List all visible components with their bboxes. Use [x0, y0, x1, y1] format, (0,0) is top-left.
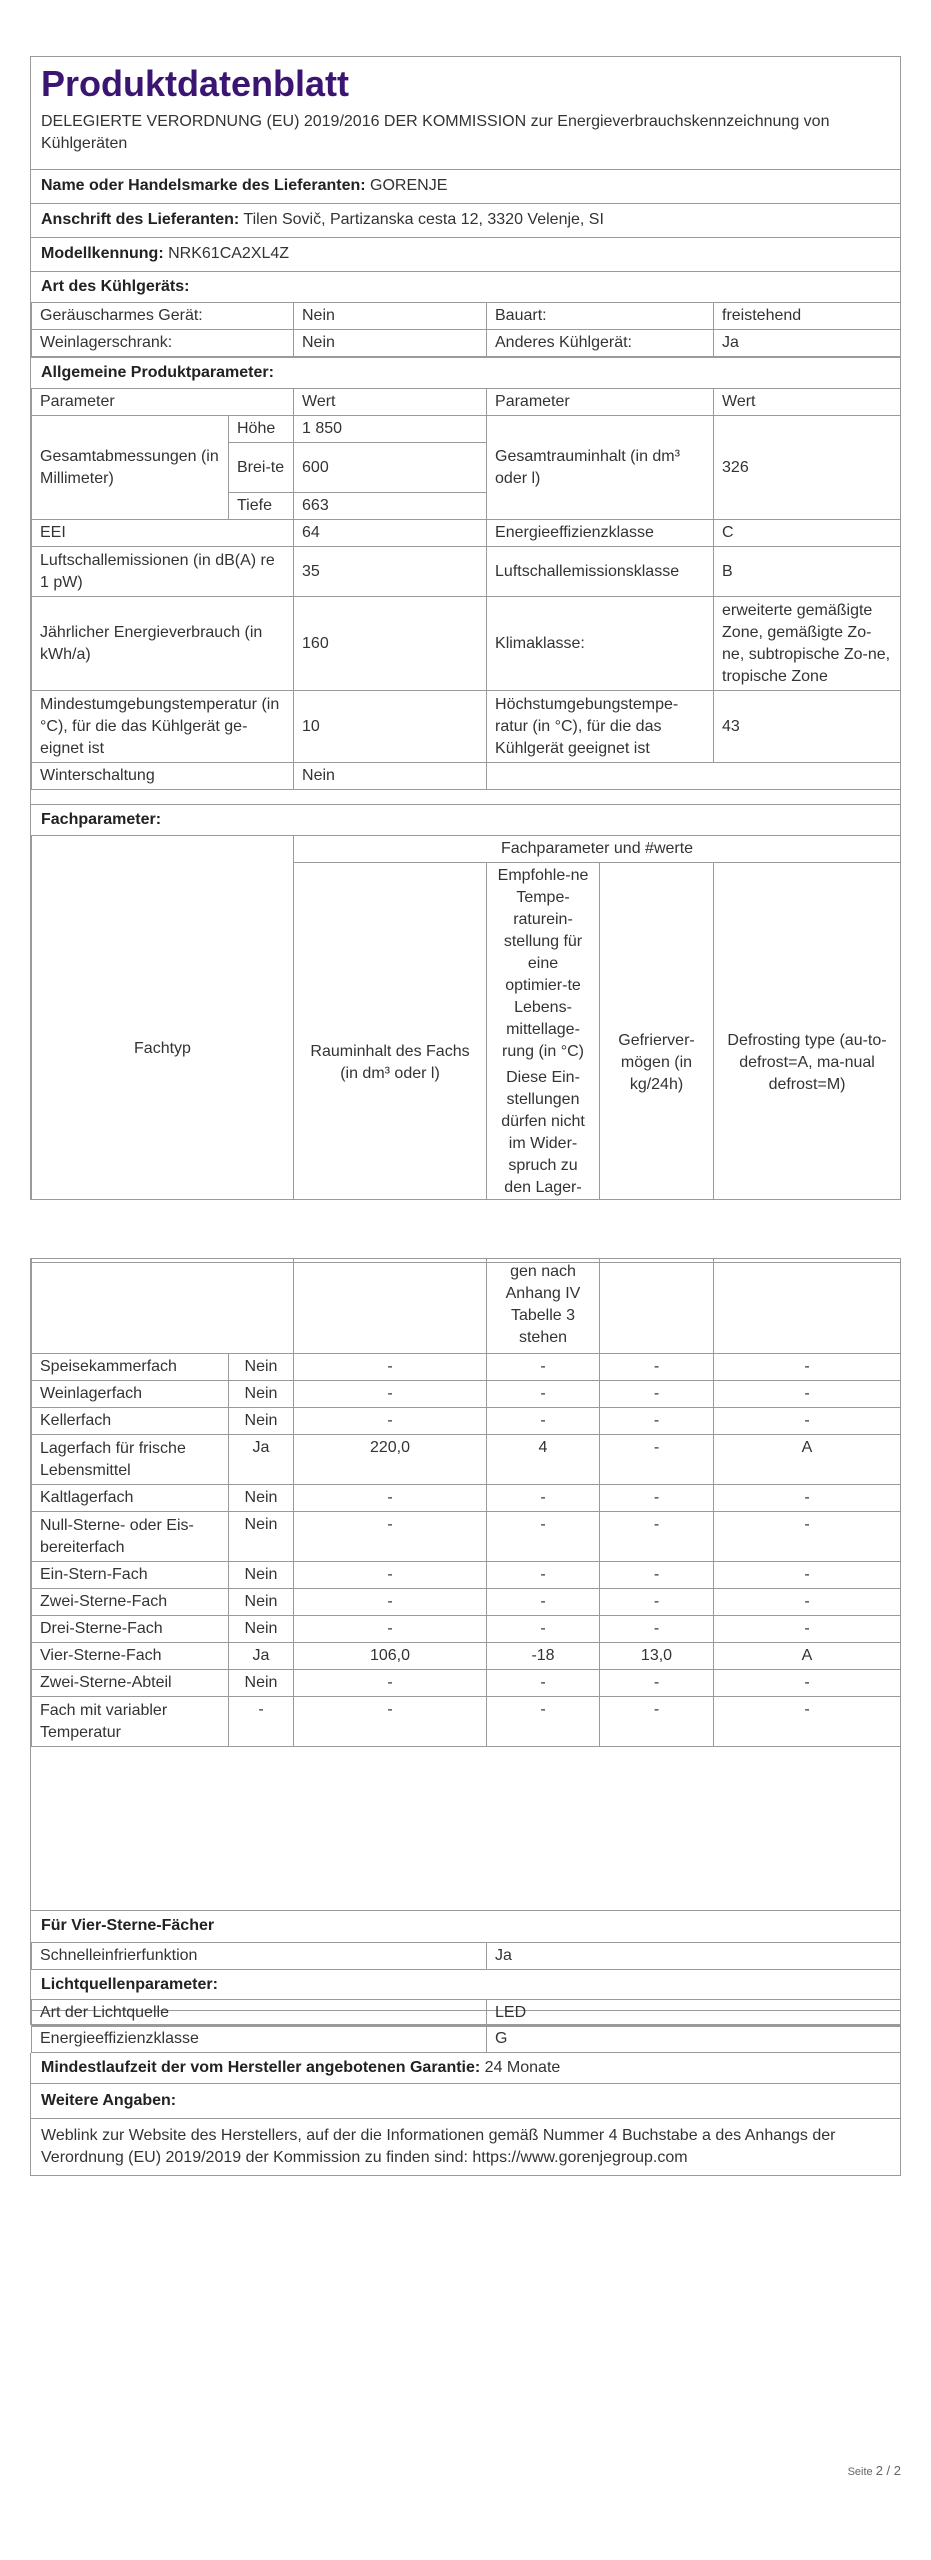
noise-class-value: B: [714, 547, 901, 597]
supplier-address-value: Tilen Sovič, Partizanska cesta 12, 3320 Velenje, SI: [243, 211, 604, 228]
height-value: 1 850: [294, 416, 487, 443]
page-break-gap: [0, 1200, 931, 1258]
fast-freeze-label: Schnelleinfrierfunktion: [32, 1943, 487, 1970]
compartment-volume: -: [294, 1670, 487, 1697]
supplier-name-value: GORENJE: [370, 177, 448, 194]
supplier-name-row: [31, 169, 900, 202]
compartment-defrost: -: [714, 1670, 901, 1697]
climate-class-label: Klimaklasse:: [487, 597, 714, 691]
compartments-header-table: [31, 835, 901, 1263]
col-value-header: Wert: [294, 389, 487, 416]
appliance-type-table: [31, 302, 901, 357]
table-row: [32, 1259, 901, 1354]
regulation-subtitle: DELEGIERTE VERORDNUNG (EU) 2019/2016 DER KOMMISSION zur Energieverbrauchskennzeichnung von Kühlgeräten: [41, 113, 830, 152]
compartment-present: Ja: [229, 1643, 294, 1670]
compartment-present: Nein: [229, 1485, 294, 1512]
table-row: [32, 597, 901, 691]
supplier-name-label: Name oder Handelsmarke des Lieferanten:: [41, 177, 366, 194]
compartment-volume: -: [294, 1616, 487, 1643]
general-parameters-heading: Allgemeine Produktparameter:: [31, 357, 900, 388]
warranty-row: [30, 2053, 901, 2084]
compartment-present: Nein: [229, 1381, 294, 1408]
table-row: [32, 1512, 901, 1562]
compartment-name: Zwei-Sterne-Abteil: [32, 1670, 229, 1697]
eei-value: 64: [294, 520, 487, 547]
compartment-temp: -: [487, 1562, 600, 1589]
compartment-volume: -: [294, 1408, 487, 1435]
defrost-header: Defrosting type (au-to-defrost=A, ma-nual defrost=M): [714, 863, 901, 1263]
compartment-defrost: -: [714, 1616, 901, 1643]
table-row: [32, 416, 901, 443]
table-row: [32, 1670, 901, 1697]
table-row: [32, 1408, 901, 1435]
table-row: [32, 547, 901, 597]
compartment-name: Vier-Sterne-Fach: [32, 1643, 229, 1670]
other-appliance-value: Ja: [714, 330, 901, 357]
compartment-freeze: -: [600, 1697, 714, 1747]
light-class-table: [31, 2025, 901, 2053]
compartment-name: Weinlagerfach: [32, 1381, 229, 1408]
design-value: freistehend: [714, 303, 901, 330]
compartment-name: Null-Sterne- oder Eis-bereiterfach: [32, 1512, 229, 1562]
compartment-volume: -: [294, 1512, 487, 1562]
table-row: [32, 1485, 901, 1512]
compartment-type-header: Fachtyp: [32, 836, 294, 1263]
table-row: [32, 389, 901, 416]
compartment-freeze: -: [600, 1562, 714, 1589]
compartment-present: Nein: [229, 1512, 294, 1562]
table-row: [32, 2000, 901, 2027]
compartment-freeze: -: [600, 1589, 714, 1616]
compartment-defrost: -: [714, 1381, 901, 1408]
compartment-present: -: [229, 1697, 294, 1747]
compartment-present: Ja: [229, 1435, 294, 1485]
empty-cell: [294, 1259, 487, 1354]
parameters-group-header: Fachparameter und #werte: [294, 836, 901, 863]
wine-cabinet-label: Weinlagerschrank:: [32, 330, 294, 357]
compartment-freeze: -: [600, 1381, 714, 1408]
compartment-temp: -: [487, 1408, 600, 1435]
depth-value: 663: [294, 493, 487, 520]
compartment-volume: -: [294, 1589, 487, 1616]
further-info: [30, 2119, 901, 2176]
temp-header-continued: gen nach Anhang IV Tabelle 3 stehen: [487, 1259, 600, 1354]
noise-label: Luftschallemissionen (in dB(A) re 1 pW): [32, 547, 294, 597]
col-param-header-2: Parameter: [487, 389, 714, 416]
table-row: [32, 1616, 901, 1643]
light-table: [31, 1999, 901, 2027]
table-row: [32, 1943, 901, 1970]
compartment-name: Fach mit variabler Temperatur: [32, 1697, 229, 1747]
compartment-temp: -: [487, 1616, 600, 1643]
table-row: [32, 330, 901, 357]
compartments-heading: Fachparameter:: [31, 804, 900, 835]
four-star-table: [31, 1942, 901, 1970]
table-row: [32, 836, 901, 863]
compartment-name: Speisekammerfach: [32, 1354, 229, 1381]
volume-header: Rauminhalt des Fachs (in dm³ oder l): [294, 863, 487, 1263]
compartment-temp: -: [487, 1697, 600, 1747]
noise-value: 35: [294, 547, 487, 597]
table-row: [32, 1381, 901, 1408]
dimensions-label: Gesamtabmessungen (in Millimeter): [32, 416, 229, 520]
table-row: [32, 763, 901, 790]
max-temp-value: 43: [714, 691, 901, 763]
compartment-defrost: -: [714, 1354, 901, 1381]
compartment-volume: -: [294, 1562, 487, 1589]
compartment-volume: -: [294, 1485, 487, 1512]
compartment-freeze: -: [600, 1354, 714, 1381]
datasheet-frame-top: [30, 56, 901, 1200]
low-noise-label: Geräuscharmes Gerät:: [32, 303, 294, 330]
table-row: [32, 303, 901, 330]
table-row: [32, 691, 901, 763]
empty-cell: [714, 1259, 901, 1354]
compartment-temp: -: [487, 1512, 600, 1562]
climate-class-value: erweiterte gemäßigte Zone, gemäßigte Zo-ne, subtropische Zo-ne, tropische Zone: [714, 597, 901, 691]
energy-class-label: Energieeffizienzklasse: [487, 520, 714, 547]
depth-label: Tiefe: [229, 493, 294, 520]
compartment-name: Ein-Stern-Fach: [32, 1562, 229, 1589]
compartment-temp: -18: [487, 1643, 600, 1670]
compartment-volume: -: [294, 1697, 487, 1747]
compartment-present: Nein: [229, 1354, 294, 1381]
compartment-defrost: A: [714, 1435, 901, 1485]
general-parameters-table: [31, 388, 901, 790]
freeze-header: Gefrierver-mögen (in kg/24h): [600, 863, 714, 1263]
compartment-name: Zwei-Sterne-Fach: [32, 1589, 229, 1616]
wine-cabinet-value: Nein: [294, 330, 487, 357]
annual-energy-label: Jährlicher Energieverbrauch (in kWh/a): [32, 597, 294, 691]
manufacturer-link[interactable]: https://www.gorenjegroup.com: [472, 2149, 688, 2166]
annual-energy-value: 160: [294, 597, 487, 691]
datasheet-frame-bottom: [30, 1258, 901, 2021]
compartment-defrost: -: [714, 1589, 901, 1616]
appliance-type-heading: Art des Kühlgeräts:: [31, 271, 900, 302]
winter-value: Nein: [294, 763, 487, 790]
compartment-freeze: -: [600, 1408, 714, 1435]
compartment-name: Drei-Sterne-Fach: [32, 1616, 229, 1643]
compartment-freeze: -: [600, 1616, 714, 1643]
width-value: 600: [294, 443, 487, 493]
height-label: Höhe: [229, 416, 294, 443]
page-value: 2 / 2: [875, 2463, 901, 2478]
table-row: [32, 1697, 901, 1747]
compartment-present: Nein: [229, 1562, 294, 1589]
model-value: NRK61CA2XL4Z: [168, 245, 290, 262]
compartment-defrost: -: [714, 1697, 901, 1747]
compartment-volume: 106,0: [294, 1643, 487, 1670]
light-type-label: Art der Lichtquelle: [32, 2000, 487, 2027]
winter-label: Winterschaltung: [32, 763, 294, 790]
compartment-name: Kaltlagerfach: [32, 1485, 229, 1512]
compartment-temp: -: [487, 1589, 600, 1616]
temp-header-b: Diese Ein-stellungen dürfen nicht im Wider-spruch zu den Lager-: [501, 1069, 585, 1196]
compartment-present: Nein: [229, 1670, 294, 1697]
compartment-freeze: 13,0: [600, 1643, 714, 1670]
table-row: [32, 2026, 901, 2053]
fast-freeze-value: Ja: [487, 1943, 901, 1970]
table-row: [32, 1354, 901, 1381]
energy-class-value: C: [714, 520, 901, 547]
compartment-name: Kellerfach: [32, 1408, 229, 1435]
compartment-volume: -: [294, 1381, 487, 1408]
empty-cell: [600, 1259, 714, 1354]
compartment-present: Nein: [229, 1616, 294, 1643]
temp-header-a: Empfohle-ne Tempe-raturein-stellung für eine optimier-te Lebens-mittellage-rung (in °C): [497, 867, 589, 1060]
page-prefix: Seite: [847, 2466, 873, 2478]
compartment-temp: 4: [487, 1435, 600, 1485]
compartment-temp: -: [487, 1485, 600, 1512]
other-appliance-label: Anderes Kühlgerät:: [487, 330, 714, 357]
light-type-value: LED: [487, 2000, 901, 2027]
compartment-defrost: -: [714, 1408, 901, 1435]
compartment-defrost: -: [714, 1512, 901, 1562]
empty-cell: [32, 1259, 294, 1354]
total-volume-value: 326: [714, 416, 901, 520]
light-class-label: Energieeffizienzklasse: [32, 2026, 487, 2053]
four-star-heading: Für Vier-Sterne-Fächer: [31, 1910, 900, 1941]
compartment-defrost: A: [714, 1643, 901, 1670]
warranty-label: Mindestlaufzeit der vom Hersteller angebotenen Garantie:: [41, 2059, 481, 2076]
compartments-table: [31, 1258, 901, 1747]
compartment-temp: -: [487, 1354, 600, 1381]
eei-label: EEI: [32, 520, 294, 547]
page-number: [848, 2463, 901, 2478]
table-row: [32, 1562, 901, 1589]
table-row: [32, 1643, 901, 1670]
light-class-value: G: [487, 2026, 901, 2053]
compartment-volume: -: [294, 1354, 487, 1381]
supplier-address-row: [31, 203, 900, 236]
further-heading: Weitere Angaben:: [30, 2084, 901, 2119]
total-volume-label: Gesamtrauminhalt (in dm³ oder l): [487, 416, 714, 520]
warranty-value: 24 Monate: [484, 2059, 561, 2076]
compartment-freeze: -: [600, 1435, 714, 1485]
min-temp-label: Mindestumgebungstemperatur (in °C), für die das Kühlgerät ge-eignet ist: [32, 691, 294, 763]
col-value-header-2: Wert: [714, 389, 901, 416]
compartment-defrost: -: [714, 1485, 901, 1512]
model-label: Modellkennung:: [41, 245, 164, 262]
min-temp-value: 10: [294, 691, 487, 763]
table-row: [32, 520, 901, 547]
compartment-volume: 220,0: [294, 1435, 487, 1485]
table-row: [32, 1435, 901, 1485]
width-label: Brei-te: [229, 443, 294, 493]
supplier-address-label: Anschrift des Lieferanten:: [41, 211, 240, 228]
page-title: Produktdatenblatt: [41, 63, 350, 104]
compartment-name: Lagerfach für frische Lebensmittel: [32, 1435, 229, 1485]
max-temp-label: Höchstumgebungstempe-ratur (in °C), für die das Kühlgerät geeignet ist: [487, 691, 714, 763]
compartment-present: Nein: [229, 1408, 294, 1435]
compartment-present: Nein: [229, 1589, 294, 1616]
noise-class-label: Luftschallemissionsklasse: [487, 547, 714, 597]
low-noise-value: Nein: [294, 303, 487, 330]
lower-info-block: [30, 2025, 901, 2176]
design-label: Bauart:: [487, 303, 714, 330]
compartment-temp: -: [487, 1670, 600, 1697]
further-text: Weblink zur Website des Herstellers, auf der die Informationen gemäß Nummer 4 Buchstabe a des Anhangs der Verordnung (EU) 2019/2019 der Kommission zu finden sind:: [41, 2127, 836, 2166]
compartment-freeze: -: [600, 1670, 714, 1697]
compartment-defrost: -: [714, 1562, 901, 1589]
compartment-freeze: -: [600, 1485, 714, 1512]
empty-cell: [487, 763, 901, 790]
col-param-header: Parameter: [32, 389, 294, 416]
model-row: [31, 237, 900, 270]
compartment-temp: -: [487, 1381, 600, 1408]
light-heading: Lichtquellenparameter:: [31, 1969, 900, 2000]
table-row: [32, 1589, 901, 1616]
compartment-freeze: -: [600, 1512, 714, 1562]
